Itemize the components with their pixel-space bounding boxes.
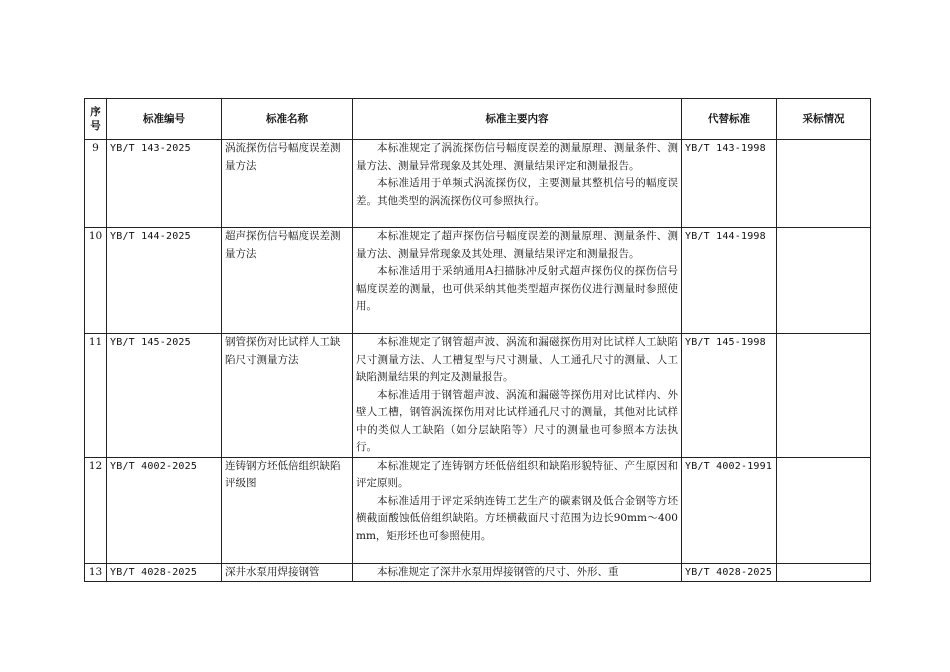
row-code: YB/T 4002-2025 — [107, 457, 222, 563]
row-replaces: YB/T 145-1998 — [682, 334, 777, 458]
header-name: 标准名称 — [222, 99, 353, 140]
content-paragraph: 本标准规定了连铸钢方坯低倍组织和缺陷形貌特征、产生原因和评定原则。 — [356, 459, 678, 489]
table-row — [85, 228, 871, 334]
row-content — [353, 228, 682, 334]
row-name: 超声探伤信号幅度误差测量方法 — [222, 228, 353, 334]
header-code: 标准编号 — [107, 99, 222, 140]
row-content — [353, 457, 682, 563]
row-seq: 12 — [85, 457, 107, 563]
row-adoption — [777, 228, 871, 334]
header-replaces: 代替标准 — [682, 99, 777, 140]
row-adoption — [777, 334, 871, 458]
table-row — [85, 457, 871, 563]
row-content — [353, 334, 682, 458]
row-replaces: YB/T 4028-2025 — [682, 563, 777, 582]
row-name: 钢管探伤对比试样人工缺陷尺寸测量方法 — [222, 334, 353, 458]
row-content — [353, 563, 682, 582]
header-content: 标准主要内容 — [353, 99, 682, 140]
content-paragraph: 本标准适用于单频式涡流探伤仪，主要测量其整机信号的幅度误差。其他类型的涡流探伤仪可参照执行。 — [356, 177, 678, 207]
row-seq: 9 — [85, 140, 107, 228]
table-row — [85, 140, 871, 228]
row-name: 连铸钢方坯低倍组织缺陷评级图 — [222, 457, 353, 563]
content-paragraph: 本标准规定了钢管超声波、涡流和漏磁探伤用对比试样人工缺陷尺寸测量方法、人工槽复型与尺寸测量、人工通孔尺寸的测量、人工缺陷测量结果的判定及测量报告。 — [356, 336, 678, 383]
content-paragraph: 本标准适用于钢管超声波、涡流和漏磁等探伤用对比试样内、外壁人工槽，钢管涡流探伤用对比试样通孔尺寸的测量，其他对比试样中的类似人工缺陷（如分层缺陷等）尺寸的测量也可参照本方法执行。 — [356, 388, 678, 453]
table-row — [85, 334, 871, 458]
row-code: YB/T 144-2025 — [107, 228, 222, 334]
row-name: 涡流探伤信号幅度误差测量方法 — [222, 140, 353, 228]
header-seq: 序号 — [85, 99, 107, 140]
content-paragraph: 本标准适用于采纳通用A扫描脉冲反射式超声探伤仪的探伤信号幅度误差的测量，也可供采纳其他类型超声探伤仪进行测量时参照使用。 — [356, 265, 678, 312]
row-code: YB/T 4028-2025 — [107, 563, 222, 582]
row-seq: 10 — [85, 228, 107, 334]
row-seq: 11 — [85, 334, 107, 458]
row-adoption — [777, 140, 871, 228]
row-replaces: YB/T 144-1998 — [682, 228, 777, 334]
standards-table — [84, 98, 871, 582]
row-content — [353, 140, 682, 228]
content-paragraph: 本标准适用于评定采纳连铸工艺生产的碳素钢及低合金钢等方坯横截面酸蚀低倍组织缺陷。方坯横截面尺寸范围为边长90mm～400mm，矩形坯也可参照使用。 — [356, 494, 678, 542]
row-seq: 13 — [85, 563, 107, 582]
header-adoption: 采标情况 — [777, 99, 871, 140]
row-replaces: YB/T 143-1998 — [682, 140, 777, 228]
content-paragraph: 本标准规定了涡流探伤信号幅度误差的测量原理、测量条件、测量方法、测量异常现象及其处理、测量结果评定和测量报告。 — [356, 142, 678, 172]
row-replaces: YB/T 4002-1991 — [682, 457, 777, 563]
row-name: 深井水泵用焊接钢管 — [222, 563, 353, 582]
table-row — [85, 563, 871, 582]
content-paragraph: 本标准规定了深井水泵用焊接钢管的尺寸、外形、重 — [377, 565, 619, 578]
row-code: YB/T 143-2025 — [107, 140, 222, 228]
row-adoption — [777, 563, 871, 582]
row-adoption — [777, 457, 871, 563]
table-header-row — [85, 99, 871, 140]
row-code: YB/T 145-2025 — [107, 334, 222, 458]
content-paragraph: 本标准规定了超声探伤信号幅度误差的测量原理、测量条件、测量方法、测量异常现象及其处理、测量结果评定和测量报告。 — [356, 230, 678, 260]
